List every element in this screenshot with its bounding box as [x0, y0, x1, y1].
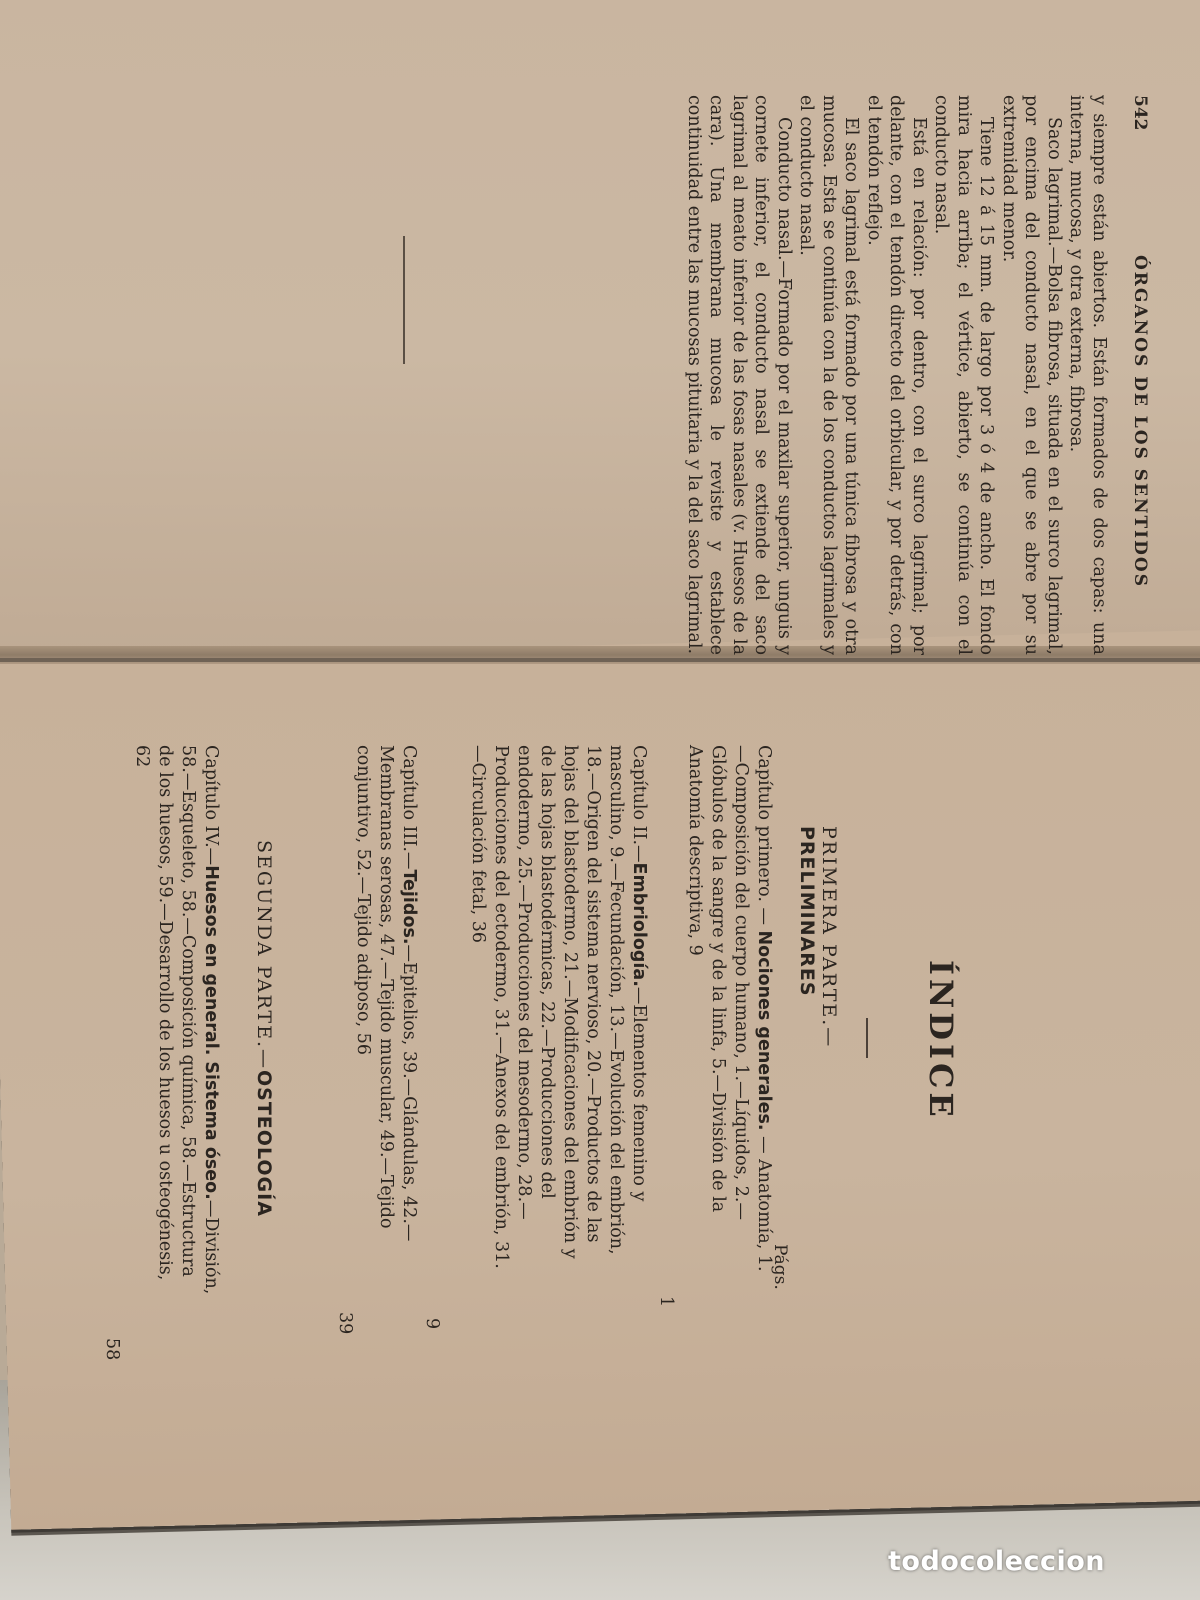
entry-page-number: 39	[335, 1312, 355, 1335]
index-entry: Capítulo II.—Embriología.—Elementos femenino y masculino, 9.—Fecundación, 13.—Evolución del embrión, 18.—Origen del sistema nervioso, 20.—Productos de las hojas del blastodermo, 21.—Modificaciones del embrión y de las hojas blastodérmicas, 22.—Producciones del endodermo, 25.—Producciones del mesodermo, 28.—Producciones del ectodermo, 31.—Anexos del embrión, 31.—Circulación fetal, 36	[468, 745, 649, 1269]
paragraph: Está en relación: por dentro, con el surco lagrimal; por delante, con el tendón directo del orbicular, y por detrás, con el tendón reflejo.	[864, 95, 929, 655]
entry-page-number: 58	[102, 1338, 122, 1361]
running-header	[1110, 95, 1150, 655]
paragraph: Saco lagrimal.—Bolsa fibrosa, situada en el surco lagrimal, por encima del conducto nasal, en el que se abre por su extremidad menor.	[999, 95, 1064, 655]
title-rule	[866, 1018, 868, 1058]
paragraph: Tiene 12 á 15 mm. de largo por 3 ó 4 de ancho. El fondo mira hacia arriba; el vértice, abierto, se continúa con el conducto nasal.	[931, 95, 997, 655]
page-edge-line	[0, 658, 1200, 662]
index-entry: Capítulo IV.—Huesos en general. Sistema óseo.—División, 58.—Esqueleto, 58.—Composición química, 58.—Estructura de los huesos, 59.—Desarrollo de los huesos u osteogénesis, 62	[132, 745, 221, 1295]
pages-column-label: Págs.	[770, 1244, 790, 1290]
part-one-heading: PRIMERA PARTE.—PRELIMINARES	[796, 826, 840, 1049]
paragraph: El saco lagrimal está formado por una túnica fibrosa y otra mucosa. Esta se continúa con la de los conductos lagrimales y el conducto nasal.	[796, 95, 862, 655]
paragraph: Conducto nasal.—Formado por el maxilar superior, unguis y cornete inferior, el conducto nasal se extiende del saco lagrimal al meato inferior de las fosas nasales (v. Huesos de la cara). Una membrana mucosa le reviste y establece continuidad entre las mucosas pituitaria y la del saco lagrimal.	[684, 95, 794, 655]
index-entry: Capítulo primero. — Nociones generales. — Anatomía, 1.—Composición del cuerpo humano, 1.—Líquidos, 2.—Glóbulos de la sangre y de la linfa, 5.—División de la Anatomía descriptiva, 9	[685, 745, 774, 1272]
running-head: ÓRGANOS DE LOS SENTIDOS	[1130, 255, 1150, 588]
index-title: ÍNDICE	[922, 960, 960, 1121]
upper-page-text	[683, 95, 1151, 655]
paragraph: y siempre están abiertos. Están formados de dos capas: una interna, mucosa, y otra externa, fibrosa.	[1066, 95, 1109, 655]
index-entry: Capítulo III.—Tejidos.—Epitelios, 39.—Glándulas, 42.—Membranas serosas, 47.—Tejido muscular, 49.—Tejido conjuntivo, 52.—Tejido adiposo, 56	[353, 745, 419, 1242]
part-two-heading: SEGUNDA PARTE.—OSTEOLOGÍA	[253, 840, 275, 1217]
entry-page-number: 1	[656, 1296, 676, 1308]
page-number: 542	[1130, 95, 1150, 131]
entry-page-number: 9	[422, 1318, 442, 1330]
watermark: todocoleccion	[888, 1546, 1105, 1577]
